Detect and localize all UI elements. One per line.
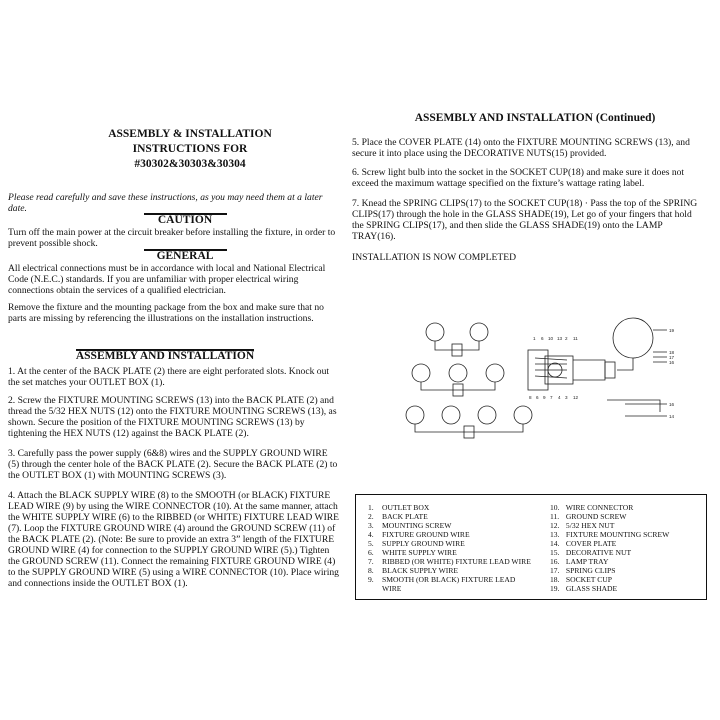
title-line-3: #30302&30303&30304 — [134, 158, 246, 170]
callout-bottom-1: 8 — [529, 395, 532, 400]
callout-top-6: 11 — [573, 336, 578, 341]
intro-text: Please read carefully and save these instructions, as you may need them at a later date. — [8, 192, 323, 214]
legend-item: WIRE — [382, 584, 402, 593]
fixture-diagram — [395, 300, 685, 440]
callout-side-4: 16 — [669, 360, 675, 365]
legend-item: 17. SPRING CLIPS — [550, 566, 616, 575]
legend-item: 18. SOCKET CUP — [550, 575, 612, 584]
legend-item: 3. MOUNTING SCREW — [368, 521, 452, 530]
callout-top-2: 6 — [541, 336, 544, 341]
legend-item: 19. GLASS SHADE — [550, 584, 618, 593]
callout-bottom-5: 4 — [558, 395, 561, 400]
step-1: 1. At the center of the BACK PLATE (2) there are eight perforated slots. Knock out the set matches your OUTLET BOX (1). — [8, 366, 330, 388]
callout-top-4: 13 — [557, 336, 563, 341]
step-3: 3. Carefully pass the power supply (6&8) wires and the SUPPLY GROUND WIRE (5) through the center hole of the BACK PLATE (2). Secure the BACK PLATE (2) to the OUTLET BOX (1) with MOUNTING SCREWS (3). — [8, 448, 338, 481]
callout-bottom-3: 9 — [543, 395, 546, 400]
title-line-1: ASSEMBLY & INSTALLATION — [108, 128, 272, 140]
step-2: 2. Screw the FIXTURE MOUNTING SCREWS (13) into the BACK PLATE (2) and thread the 5/32 HEX NUTS (12) onto the FIXTURE MOUNTING SCREWS (13), as shown. Secure the position of the FIXTURE MOUNTING SCREWS (13) by tightening the HEX NUTS (12) against the BACK PLATE (2). — [8, 395, 337, 439]
document-title — [60, 127, 320, 172]
legend-item: 5. SUPPLY GROUND WIRE — [368, 539, 465, 548]
step-5: 5. Place the COVER PLATE (14) onto the FIXTURE MOUNTING SCREWS (13), and secure it into place using the DECORATIVE NUTS(15) provided. — [352, 137, 690, 159]
legend-item: 1. OUTLET BOX — [368, 503, 430, 512]
callout-bottom-6: 3 — [565, 395, 568, 400]
legend-item: 2. BACK PLATE — [368, 512, 428, 521]
step-4: 4. Attach the BLACK SUPPLY WIRE (8) to the SMOOTH (or BLACK) FIXTURE LEAD WIRE (9) by using the WIRE CONNECTOR (10). At the same manner, attach the WHITE SUPPLY WIRE (6) to the RIBBED (or WHITE) FIXTURE LEAD WIRE (7). Loop the FIXTURE GROUND WIRE (4) around the GROUND SCREW (11) of the BACK PLATE (2). (Note: Be sure to provide an extra 3” length of the FIXTURE GROUND WIRE (4) for connection to the SUPPLY GROUND WIRE (5).) Tighten the GROUND SCREW (11). Connect the remaining FIXTURE GROUND WIRE (4) to the SUPPLY GROUND WIRE (5) using a WIRE CONNECTOR (10). Place wiring and connections inside the OUTLET BOX (1). — [8, 490, 340, 589]
caution-heading: CAUTION — [157, 214, 213, 226]
legend-item: 11. GROUND SCREW — [550, 512, 627, 521]
completed-text: INSTALLATION IS NOW COMPLETED — [352, 252, 517, 263]
callout-side-5: 16 — [669, 402, 675, 407]
callout-bottom-2: 6 — [536, 395, 539, 400]
four-light-fixture-drawing — [406, 406, 532, 438]
callout-side-3: 17 — [669, 355, 675, 360]
general-heading: GENERAL — [156, 250, 214, 262]
callout-top-3: 10 — [548, 336, 554, 341]
callout-bottom-7: 12 — [573, 395, 579, 400]
step-7: 7. Knead the SPRING CLIPS(17) to the SOCKET CUP(18) · Pass the top of the SPRING CLIPS(17) through the hole in the GLASS SHADE(19), Let go of your fingers that hold the SPRING CLIPS(17), and then slide the GLASS SHADE(19) onto the LAMP TRAY(16). — [352, 198, 698, 242]
continued-heading: ASSEMBLY AND INSTALLATION (Continued) — [414, 112, 656, 124]
legend-left-column — [368, 503, 548, 593]
general-text: All electrical connections must be in accordance with local and National Electrical Code (N.E.C.) standards. If you are unfamiliar with proper electrical wiring connections obtain the services of a qualified electrician. — [8, 263, 326, 296]
remove-text: Remove the fixture and the mounting package from the box and make sure that no parts are missing by referencing the illustrations on the installation instructions. — [8, 302, 324, 324]
callout-bottom-4: 7 — [550, 395, 553, 400]
title-line-2: INSTRUCTIONS FOR — [132, 143, 248, 155]
legend-item: 15. DECORATIVE NUT — [550, 548, 632, 557]
callout-top-5: 2 — [565, 336, 568, 341]
legend-item: 4. FIXTURE GROUND WIRE — [368, 530, 470, 539]
callout-top-1: 1 — [533, 336, 536, 341]
legend-right-column — [550, 503, 700, 593]
parts-legend — [355, 494, 707, 600]
assembly-heading: ASSEMBLY AND INSTALLATION — [75, 350, 255, 362]
caution-text: Turn off the main power at the circuit breaker before installing the fixture, in order to prevent possible shock. — [8, 227, 336, 249]
three-light-fixture-drawing — [412, 364, 504, 396]
exploded-view-drawing — [528, 318, 660, 412]
step-6: 6. Screw light bulb into the socket in the SOCKET CUP(18) and make sure it does not exceed the maximum wattage specified on the fixture’s wattage rating label. — [352, 167, 685, 189]
legend-item: 13. FIXTURE MOUNTING SCREW — [550, 530, 670, 539]
legend-item: 8. BLACK SUPPLY WIRE — [368, 566, 459, 575]
callout-side-6: 14 — [669, 414, 675, 419]
legend-item: 16. LAMP TRAY — [550, 557, 609, 566]
callout-side-1: 19 — [669, 328, 675, 333]
legend-item: 12. 5/32 HEX NUT — [550, 521, 615, 530]
legend-item: 6. WHITE SUPPLY WIRE — [368, 548, 457, 557]
legend-item: 10. WIRE CONNECTOR — [550, 503, 634, 512]
legend-item: 7. RIBBED (OR WHITE) FIXTURE LEAD WIRE — [368, 557, 531, 566]
callout-side-2: 18 — [669, 350, 675, 355]
two-light-fixture-drawing — [426, 323, 488, 356]
legend-item: 9. SMOOTH (OR BLACK) FIXTURE LEAD — [368, 575, 516, 584]
legend-item: 14. COVER PLATE — [550, 539, 617, 548]
